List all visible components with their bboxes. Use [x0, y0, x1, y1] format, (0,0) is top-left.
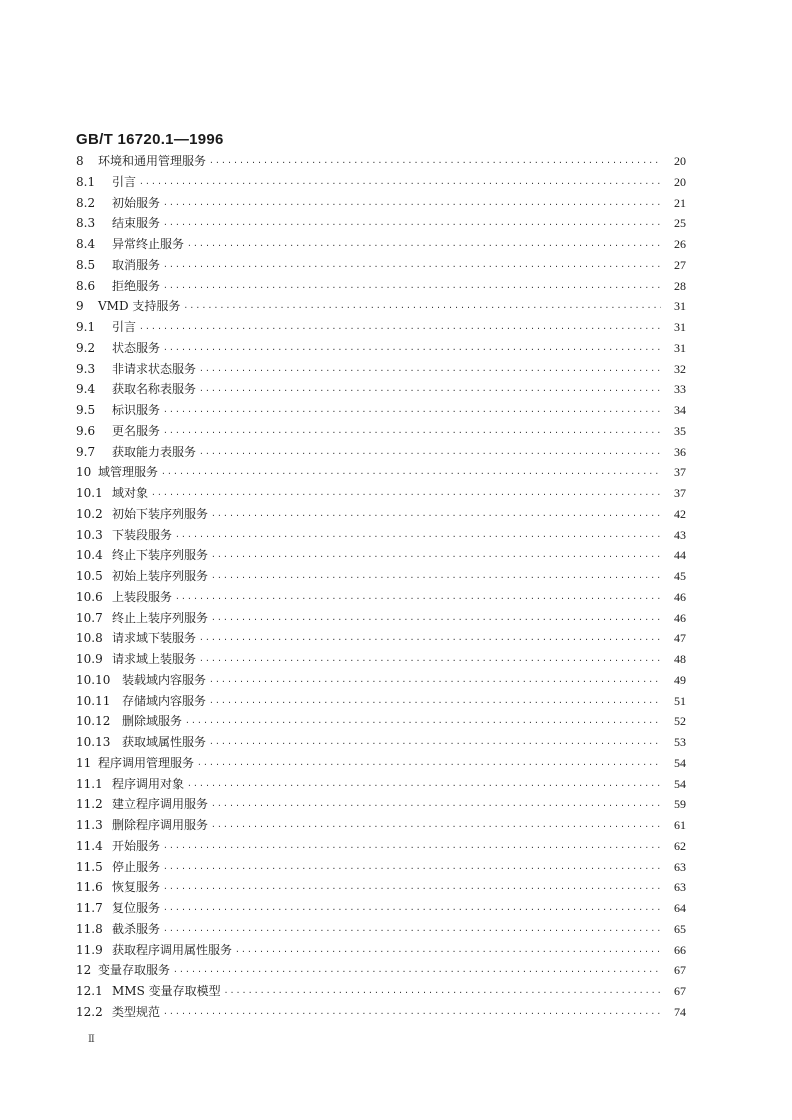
toc-dot-leader — [175, 589, 661, 610]
toc-dot-leader — [235, 942, 661, 963]
toc-entry-number: 8.2 — [76, 195, 96, 210]
toc-entry-title: 获取域属性服务 — [122, 735, 207, 749]
toc-entry[interactable] — [76, 151, 686, 172]
toc-dot-leader — [187, 236, 661, 257]
toc-entry-page: 66 — [674, 942, 686, 957]
toc-entry-number: 10.4 — [76, 548, 103, 563]
toc-entry-number: 10.8 — [76, 631, 103, 646]
toc-entry-title: MMS 变量存取模型 — [112, 984, 221, 998]
toc-entry[interactable] — [76, 525, 686, 546]
toc-entry-number: 12.2 — [76, 1004, 103, 1019]
toc-entry[interactable] — [76, 628, 686, 649]
toc-entry-page: 53 — [674, 735, 686, 749]
toc-entry[interactable] — [76, 794, 686, 815]
toc-dot-leader — [163, 859, 661, 880]
toc-entry-number: 9.1 — [76, 320, 96, 334]
toc-entry-number: 10.7 — [76, 610, 103, 625]
toc-entry-page: 52 — [674, 714, 686, 729]
toc-entry[interactable] — [76, 566, 686, 587]
toc-entry-title: 标识服务 — [112, 403, 161, 417]
toc-entry-page: 63 — [674, 880, 686, 895]
toc-dot-leader — [163, 402, 661, 423]
toc-entry-page: 49 — [674, 672, 686, 687]
toc-entry[interactable] — [76, 981, 686, 1002]
toc-entry-title: 上装段服务 — [112, 589, 173, 604]
toc-entry-number: 8.6 — [76, 278, 96, 293]
toc-dot-leader — [183, 298, 661, 319]
toc-entry-page: 67 — [674, 984, 686, 998]
toc-entry[interactable] — [76, 898, 686, 919]
toc-entry-page: 48 — [674, 652, 686, 666]
toc-entry-page: 28 — [674, 278, 686, 293]
toc-entry-page: 37 — [674, 486, 686, 500]
toc-entry-number: 8.3 — [76, 216, 96, 231]
toc-entry-page: 31 — [674, 320, 686, 334]
toc-entry-title: 初始上装序列服务 — [112, 569, 209, 583]
toc-entry[interactable] — [76, 732, 686, 753]
toc-dot-leader — [151, 485, 661, 506]
toc-entry-title: 删除程序调用服务 — [112, 818, 209, 832]
toc-entry[interactable] — [76, 296, 686, 317]
toc-entry-title: 装载域内容服务 — [122, 672, 207, 687]
toc-dot-leader — [209, 734, 661, 755]
toc-dot-leader — [163, 838, 661, 859]
toc-entry-title: 终止下装序列服务 — [112, 548, 209, 563]
toc-entry-number: 9 — [76, 299, 84, 314]
toc-entry-number: 10.13 — [76, 735, 111, 749]
toc-entry-page: 20 — [674, 154, 686, 168]
toc-entry-number: 10.5 — [76, 569, 103, 583]
toc-dot-leader — [199, 361, 661, 382]
toc-entry-page: 54 — [674, 776, 686, 791]
toc-entry-number: 8.1 — [76, 174, 96, 189]
toc-dot-leader — [163, 900, 661, 921]
toc-dot-leader — [185, 713, 661, 734]
toc-entry-title: 初始服务 — [112, 195, 161, 210]
toc-dot-leader — [199, 630, 661, 651]
toc-entry-title: 结束服务 — [112, 216, 161, 231]
toc-entry[interactable] — [76, 836, 686, 857]
toc-entry[interactable] — [76, 711, 686, 732]
toc-entry-page: 64 — [674, 901, 686, 915]
toc-dot-leader — [211, 568, 661, 589]
toc-entry-number: 10.2 — [76, 506, 103, 521]
toc-entry-title: 停止服务 — [112, 859, 161, 874]
toc-entry-title: 终止上装序列服务 — [112, 610, 209, 625]
toc-entry-page: 63 — [674, 859, 686, 874]
toc-entry-title: 取消服务 — [112, 257, 161, 272]
toc-entry[interactable] — [76, 359, 686, 380]
toc-entry[interactable] — [76, 213, 686, 234]
toc-entry-number: 10 — [76, 465, 92, 480]
toc-entry[interactable] — [76, 1002, 686, 1023]
toc-entry[interactable] — [76, 774, 686, 795]
toc-entry-page: 26 — [674, 237, 686, 251]
toc-entry-page: 44 — [674, 548, 686, 563]
toc-entry-title: 域对象 — [112, 486, 149, 500]
toc-dot-leader — [209, 672, 661, 693]
toc-dot-leader — [197, 755, 661, 776]
toc-entry[interactable] — [76, 545, 686, 566]
toc-entry-number: 11.9 — [76, 942, 103, 957]
toc-entry-title: 拒绝服务 — [112, 278, 161, 293]
toc-entry-page: 59 — [674, 797, 686, 812]
toc-entry[interactable] — [76, 504, 686, 525]
toc-dot-leader — [187, 776, 661, 797]
toc-entry[interactable] — [76, 483, 686, 504]
toc-entry-page: 61 — [674, 818, 686, 832]
toc-entry[interactable] — [76, 960, 686, 981]
toc-entry-page: 74 — [674, 1004, 686, 1019]
toc-entry[interactable] — [76, 919, 686, 940]
toc-entry-number: 12.1 — [76, 984, 103, 998]
toc-entry-number: 8.4 — [76, 237, 96, 251]
toc-entry-title: 非请求状态服务 — [112, 361, 197, 376]
toc-entry-title: VMD 支持服务 — [98, 299, 181, 314]
toc-dot-leader — [163, 215, 661, 236]
toc-entry[interactable] — [76, 587, 686, 608]
toc-entry-page: 46 — [674, 610, 686, 625]
toc-entry-number: 11.1 — [76, 776, 103, 791]
toc-dot-leader — [163, 195, 661, 216]
toc-entry[interactable] — [76, 317, 686, 338]
toc-entry-page: 33 — [674, 382, 686, 397]
toc-entry-number: 11.2 — [76, 797, 103, 812]
toc-dot-leader — [199, 651, 661, 672]
toc-dot-leader — [139, 319, 661, 340]
toc-entry[interactable] — [76, 649, 686, 670]
toc-entry-title: 变量存取服务 — [98, 963, 171, 978]
toc-entry-number: 11.4 — [76, 838, 103, 853]
toc-entry-page: 21 — [674, 195, 686, 210]
toc-entry-number: 11.3 — [76, 818, 103, 832]
toc-entry-number: 10.1 — [76, 486, 103, 500]
toc-entry-title: 引言 — [112, 174, 137, 189]
toc-dot-leader — [139, 174, 661, 195]
toc-entry[interactable] — [76, 877, 686, 898]
toc-entry-title: 程序调用对象 — [112, 776, 185, 791]
toc-entry-page: 47 — [674, 631, 686, 646]
toc-entry-title: 异常终止服务 — [112, 237, 185, 251]
toc-entry-page: 35 — [674, 423, 686, 438]
toc-dot-leader — [173, 962, 661, 983]
toc-entry[interactable] — [76, 421, 686, 442]
toc-entry-page: 32 — [674, 361, 686, 376]
toc-entry-number: 11.8 — [76, 921, 103, 936]
toc-entry-page: 45 — [674, 569, 686, 583]
toc-entry-title: 恢复服务 — [112, 880, 161, 895]
toc-dot-leader — [224, 983, 661, 1004]
toc-entry[interactable] — [76, 442, 686, 463]
toc-entry[interactable] — [76, 255, 686, 276]
toc-dot-leader — [163, 278, 661, 299]
toc-entry-number: 8 — [76, 154, 84, 168]
toc-entry[interactable] — [76, 753, 686, 774]
toc-dot-leader — [175, 527, 661, 548]
toc-entry-title: 建立程序调用服务 — [112, 797, 209, 812]
toc-entry-page: 62 — [674, 838, 686, 853]
toc-entry-number: 9.7 — [76, 444, 96, 459]
toc-entry-number: 11.7 — [76, 901, 103, 915]
toc-entry-number: 10.6 — [76, 589, 103, 604]
toc-entry-title: 类型规范 — [112, 1004, 161, 1019]
toc-entry[interactable] — [76, 462, 686, 483]
toc-entry-number: 10.9 — [76, 652, 103, 666]
toc-entry-title: 截杀服务 — [112, 921, 161, 936]
standard-code-header: GB/T 16720.1—1996 — [76, 131, 224, 148]
toc-entry[interactable] — [76, 276, 686, 297]
toc-entry-page: 31 — [674, 340, 686, 355]
toc-entry-page: 46 — [674, 589, 686, 604]
toc-entry[interactable] — [76, 608, 686, 629]
toc-entry-page: 51 — [674, 693, 686, 708]
toc-entry-title: 域管理服务 — [98, 465, 159, 480]
toc-entry-title: 复位服务 — [112, 901, 161, 915]
toc-entry-number: 11 — [76, 755, 92, 770]
toc-entry-title: 存储域内容服务 — [122, 693, 207, 708]
toc-entry-title: 环境和通用管理服务 — [98, 154, 207, 168]
toc-dot-leader — [161, 464, 661, 485]
toc-entry-title: 获取名称表服务 — [112, 382, 197, 397]
toc-entry-page: 25 — [674, 216, 686, 231]
toc-entry[interactable] — [76, 193, 686, 214]
toc-dot-leader — [163, 921, 661, 942]
toc-entry-page: 34 — [674, 403, 686, 417]
toc-entry[interactable] — [76, 691, 686, 712]
toc-entry-page: 54 — [674, 755, 686, 770]
toc-entry-number: 9.6 — [76, 423, 96, 438]
toc-dot-leader — [211, 796, 661, 817]
toc-entry-page: 42 — [674, 506, 686, 521]
toc-entry[interactable] — [76, 379, 686, 400]
page-number-mark: Ⅱ — [88, 1034, 95, 1045]
toc-entry-number: 12 — [76, 963, 92, 978]
toc-entry-number: 9.2 — [76, 340, 96, 355]
toc-entry-number: 10.3 — [76, 527, 103, 542]
toc-entry-number: 10.11 — [76, 693, 111, 708]
toc-entry-number: 11.6 — [76, 880, 103, 895]
toc-entry-title: 获取程序调用属性服务 — [112, 942, 233, 957]
toc-entry-page: 65 — [674, 921, 686, 936]
toc-entry-number: 9.3 — [76, 361, 96, 376]
toc-dot-leader — [199, 381, 661, 402]
toc-dot-leader — [163, 1004, 661, 1025]
toc-dot-leader — [211, 506, 661, 527]
toc-dot-leader — [211, 547, 661, 568]
toc-dot-leader — [163, 340, 661, 361]
toc-dot-leader — [163, 879, 661, 900]
toc-entry-page: 20 — [674, 174, 686, 189]
toc-entry[interactable] — [76, 234, 686, 255]
toc-entry-number: 10.10 — [76, 672, 111, 687]
toc-entry-number: 9.5 — [76, 403, 96, 417]
toc-entry[interactable] — [76, 400, 686, 421]
toc-entry-title: 引言 — [112, 320, 137, 334]
toc-entry-title: 请求域下装服务 — [112, 631, 197, 646]
toc-entry-page: 37 — [674, 465, 686, 480]
toc-entry-title: 删除域服务 — [122, 714, 183, 729]
toc-entry-page: 67 — [674, 963, 686, 978]
toc-entry-title: 获取能力表服务 — [112, 444, 197, 459]
toc-entry-page: 31 — [674, 299, 686, 314]
toc-entry-title: 初始下装序列服务 — [112, 506, 209, 521]
toc-entry-title: 更名服务 — [112, 423, 161, 438]
toc-entry-page: 43 — [674, 527, 686, 542]
toc-dot-leader — [199, 444, 661, 465]
toc-entry[interactable] — [76, 940, 686, 961]
toc-entry-title: 开始服务 — [112, 838, 161, 853]
toc-entry[interactable] — [76, 338, 686, 359]
toc-entry-number: 8.5 — [76, 257, 96, 272]
table-of-contents — [76, 151, 686, 1023]
toc-dot-leader — [211, 610, 661, 631]
toc-entry-number: 11.5 — [76, 859, 103, 874]
toc-dot-leader — [209, 153, 661, 174]
toc-entry-number: 9.4 — [76, 382, 96, 397]
toc-dot-leader — [211, 817, 661, 838]
toc-entry-number: 10.12 — [76, 714, 111, 729]
toc-dot-leader — [163, 257, 661, 278]
toc-entry-page: 27 — [674, 257, 686, 272]
toc-entry[interactable] — [76, 815, 686, 836]
toc-entry[interactable] — [76, 857, 686, 878]
toc-entry[interactable] — [76, 670, 686, 691]
toc-entry-title: 下装段服务 — [112, 527, 173, 542]
toc-entry-title: 状态服务 — [112, 340, 161, 355]
toc-entry-page: 36 — [674, 444, 686, 459]
toc-entry-title: 请求域上装服务 — [112, 652, 197, 666]
toc-dot-leader — [163, 423, 661, 444]
toc-entry[interactable] — [76, 172, 686, 193]
toc-dot-leader — [209, 693, 661, 714]
toc-entry-title: 程序调用管理服务 — [98, 755, 195, 770]
